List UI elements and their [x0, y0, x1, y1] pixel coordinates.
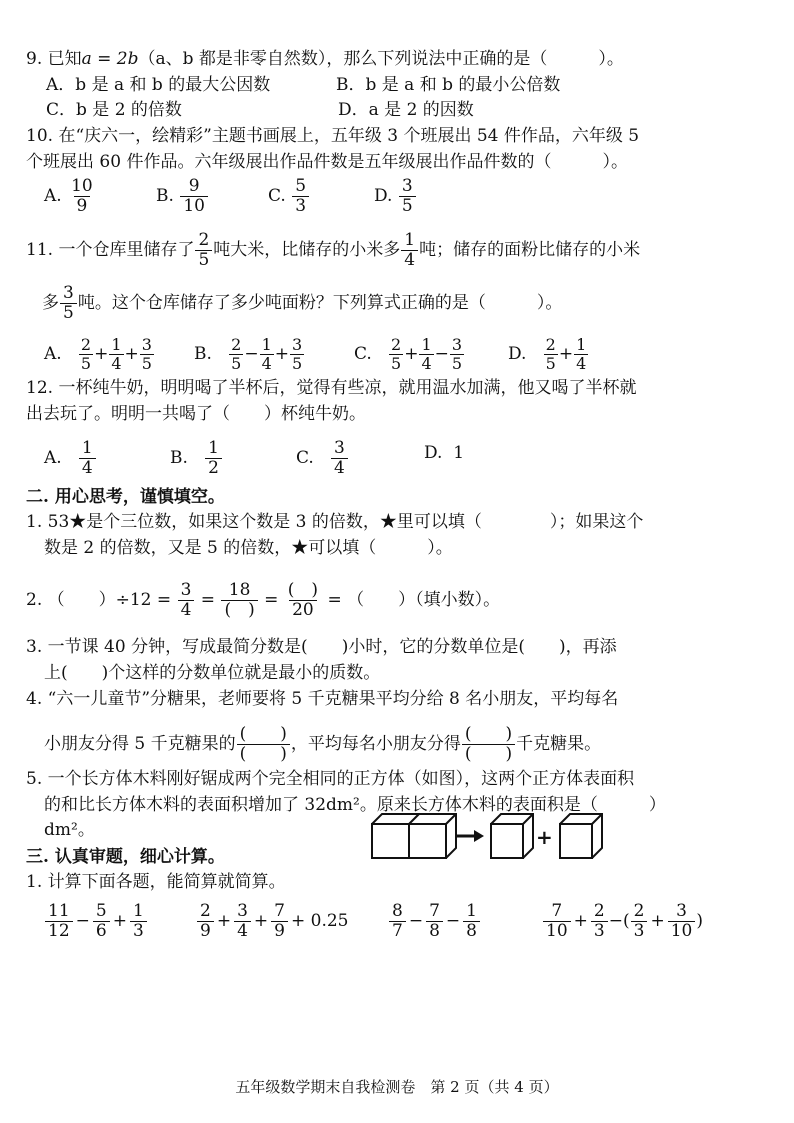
q9-option-d: D．a 是 2 的因数 — [338, 100, 474, 120]
q11-option-d: D. $\frac{2}{5}$ + $\frac{1}{4}$ — [508, 335, 587, 373]
calc-expression-3: $\frac{8}{7}$ − $\frac{7}{8}$ − $\frac{1}{8}$ — [388, 903, 481, 940]
q10-line1: 10. 在“庆六一，绘精彩”主题书画展上，五年级 3 个班展出 54 件作品，六年级 5 — [26, 126, 640, 146]
fraction: $\frac{3}{5}$ — [141, 335, 152, 373]
section3-title: 三. 认真审题，细心计算。 — [26, 847, 225, 867]
q11-option-a: A. $\frac{2}{5}$ + $\frac{1}{4}$ + $\frac{3}{5}$ — [44, 335, 152, 373]
fraction: $\frac{1}{8}$ — [463, 903, 480, 940]
calc-expression-1: $\frac{11}{12}$ − $\frac{5}{6}$ + $\frac{1}{3}$ — [44, 903, 148, 940]
q12-line1: 12. 一杯纯牛奶，明明喝了半杯后，觉得有些凉，就用温水加满，他又喝了半杯就 — [26, 378, 637, 398]
fraction: $\frac{10}{9}$ — [71, 176, 93, 216]
fraction: $\frac{3}{4}$ — [331, 440, 348, 477]
fraction: $\frac{1}{4}$ — [111, 335, 122, 373]
fraction: $\frac{2}{5}$ — [391, 335, 402, 373]
fraction: $\frac{11}{12}$ — [45, 903, 73, 940]
fraction: ( ) 20 — [287, 580, 319, 620]
q9-stem: 9. 已知a = 2b（a、b 都是非零自然数），那么下列说法中正确的是（ ）。 — [26, 49, 624, 69]
s2-q1-line2: 数是 2 的倍数，又是 5 的倍数，★可以填（ ）。 — [44, 538, 453, 558]
q12-option-c: C. $\frac{3}{4}$ — [296, 440, 349, 477]
s2-q3-line1: 3. 一节课 40 分钟，写成最简分数是( )小时，它的分数单位是( )，再添 — [26, 637, 617, 657]
s2-q3-line2: 上( )个这样的分数单位就是最小的质数。 — [44, 663, 381, 683]
fraction-blank: ( ) ( ) — [462, 726, 515, 763]
q10-option-c: C. $\frac{5}{3}$ — [268, 178, 310, 215]
fraction-blank: ( ) ( ) — [237, 726, 290, 763]
fraction: $\frac{1}{2}$ — [205, 440, 222, 477]
q9-option-a: A．b 是 a 和 b 的最大公因数 — [46, 75, 271, 95]
fraction: $\frac{2}{3}$ — [591, 903, 608, 940]
fraction: $\frac{3}{10}$ — [668, 903, 696, 940]
calc-expression-4: $\frac{7}{10}$ + $\frac{2}{3}$ −( $\frac{2}{3}$ + $\frac{3}{10}$ ) — [542, 903, 703, 940]
fraction: $\frac{1}{4}$ — [401, 232, 418, 269]
fraction: $\frac{1}{4}$ — [421, 335, 432, 373]
fraction: $\frac{1}{4}$ — [576, 335, 587, 373]
fraction: $\frac{1}{3}$ — [130, 903, 147, 940]
fraction: $\frac{7}{9}$ — [271, 903, 288, 940]
q9-option-b: B．b 是 a 和 b 的最小公倍数 — [336, 75, 561, 95]
s2-q1-line1: 1. 53★是个三位数，如果这个数是 3 的倍数，★里可以填（ ）；如果这个 — [26, 512, 644, 532]
fraction: $\frac{2}{3}$ — [631, 903, 648, 940]
q12-option-b: B. $\frac{1}{2}$ — [170, 440, 223, 477]
q11-line2: 多 $\frac{3}{5}$ 吨。这个仓库储存了多少吨面粉？下列算式正确的是（ ）。 — [42, 283, 563, 323]
plus-sign: + — [536, 825, 553, 849]
fraction: $\frac{3}{4}$ — [178, 582, 195, 619]
fraction: $\frac{1}{4}$ — [261, 335, 272, 373]
fraction: $\frac{5}{6}$ — [93, 903, 110, 940]
section2-title: 二. 用心思考，谨慎填空。 — [26, 487, 225, 507]
s2-q5-line2: 的和比长方体木料的表面积增加了 32dm²。原来长方体木料的表面积是（ ） — [44, 795, 666, 815]
fraction: $\frac{1}{4}$ — [79, 440, 96, 477]
calc-expression-2: $\frac{2}{9}$ + $\frac{3}{4}$ + $\frac{7}{9}$ + 0.25 — [196, 903, 350, 940]
q10-option-b: B. $\frac{9}{10}$ — [156, 178, 209, 215]
fraction: $\frac{3}{5}$ — [292, 335, 303, 373]
fraction: $\frac{2}{9}$ — [197, 903, 214, 940]
s2-q2: 2. （ ）÷12 = $\frac{3}{4}$ = 18 ( ) = ( ) 20 = （ ）（填小数）。 — [26, 580, 501, 620]
s2-q5-line3: dm²。 — [44, 820, 95, 840]
cuboid-cut-diagram — [366, 810, 610, 866]
fraction: $\frac{7}{8}$ — [426, 903, 443, 940]
fraction: $\frac{2}{5}$ — [80, 335, 92, 373]
s2-q4-line1: 4. “六一儿童节”分糖果，老师要将 5 千克糖果平均分给 8 名小朋友，平均每名 — [26, 689, 619, 709]
fraction: $\frac{2}{5}$ — [231, 335, 242, 373]
fraction: $\frac{2}{5}$ — [545, 335, 556, 373]
fraction: $\frac{3}{5}$ — [399, 178, 416, 215]
s2-q5-line1: 5. 一个长方体木料刚好锯成两个完全相同的正方体（如图），这两个正方体表面积 — [26, 769, 635, 789]
q10-line2: 个班展出 60 件作品。六年级展出作品件数是五年级展出作品件数的（ ）。 — [26, 152, 628, 172]
fraction: $\frac{3}{4}$ — [234, 903, 251, 940]
fraction: $\frac{3}{5}$ — [60, 285, 77, 322]
s2-q4-line2: 小朋友分得 5 千克糖果的 ( ) ( ) ，平均每名小朋友分得 ( ) ( ) 千克糖果。 — [44, 724, 602, 764]
q12-option-a: A. $\frac{1}{4}$ — [44, 440, 97, 477]
q12-option-d: D. 1 — [424, 443, 465, 463]
q9-option-c: C．b 是 2 的倍数 — [46, 100, 182, 120]
fraction: 18 ( ) — [221, 582, 257, 619]
fraction: $\frac{9}{10}$ — [180, 178, 208, 215]
q10-option-d: D. $\frac{3}{5}$ — [374, 178, 417, 215]
q11-option-c: C. $\frac{2}{5}$ + $\frac{1}{4}$ − $\frac{3}{5}$ — [354, 335, 463, 373]
q10-option-a: A. $\frac{10}{9}$ — [44, 178, 97, 215]
fraction: $\frac{2}{5}$ — [195, 232, 212, 269]
s3-q1-instruction: 1. 计算下面各题，能简算就简算。 — [26, 872, 286, 892]
page-footer: 五年级数学期末自我检测卷 第 2 页（共 4 页） — [235, 1078, 559, 1096]
fraction: $\frac{7}{10}$ — [543, 903, 571, 940]
fraction: $\frac{8}{7}$ — [389, 903, 406, 940]
q11-option-b: B. $\frac{2}{5}$ − $\frac{1}{4}$ + $\frac{3}{5}$ — [194, 335, 303, 373]
q11-line1: 11. 一个仓库里储存了 $\frac{2}{5}$ 吨大米，比储存的小米多 $\frac{1}{4}$ 吨；储存的面粉比储存的小米 — [26, 230, 641, 270]
fraction: $\frac{5}{3}$ — [292, 178, 309, 215]
q12-line2: 出去玩了。明明一共喝了（ ）杯纯牛奶。 — [26, 404, 366, 424]
fraction: $\frac{3}{5}$ — [451, 335, 463, 373]
